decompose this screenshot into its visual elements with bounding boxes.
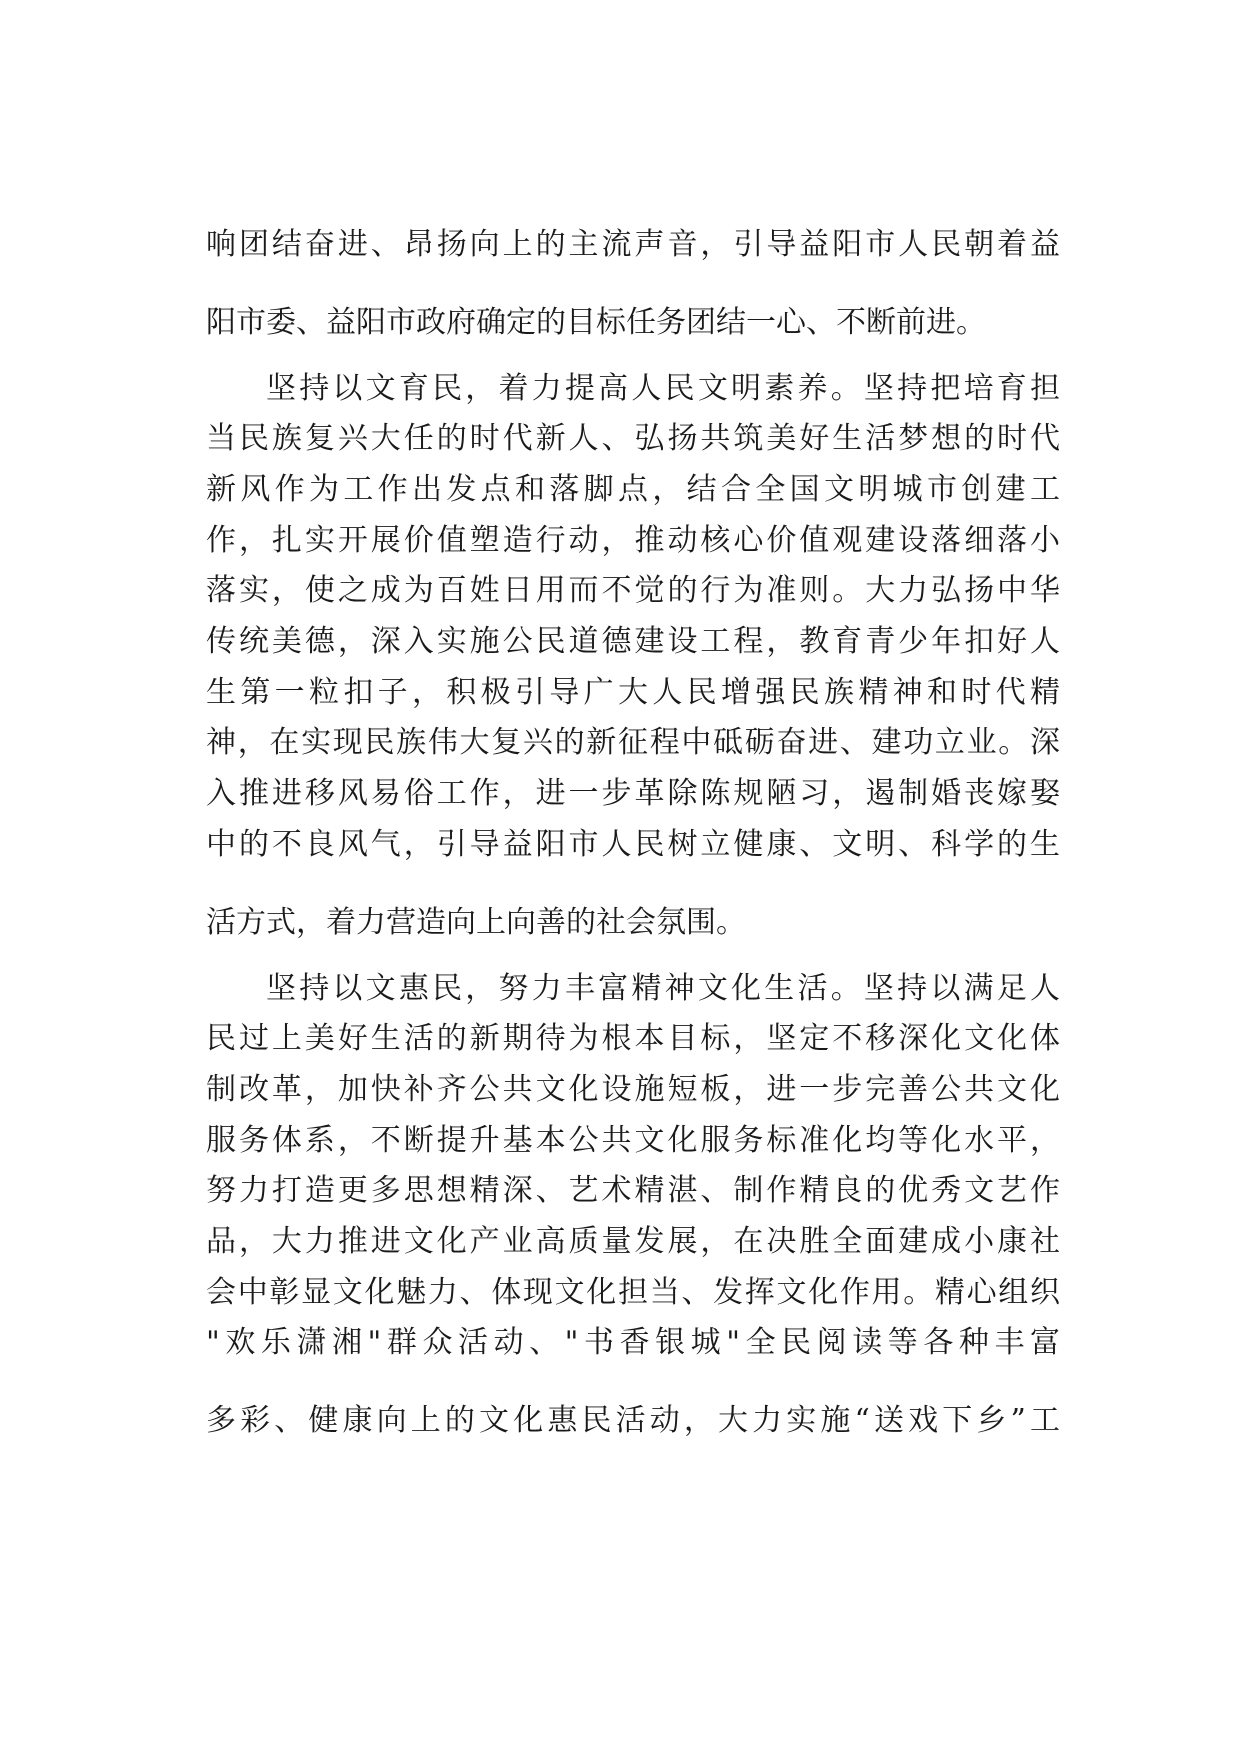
text-line: 努力打造更多思想精深、艺术精湛、制作精良的优秀文艺作: [206, 1173, 1060, 1208]
text-line: 阳市委、益阳市政府确定的目标任务团结一心、不断前进。: [206, 305, 986, 340]
text-line: 坚持以文育民，着力提高人民文明素养。坚持把培育担: [266, 371, 1060, 406]
text-line: 服务体系，不断提升基本公共文化服务标准化均等化水平，: [206, 1123, 1060, 1158]
text-line: 民过上美好生活的新期待为根本目标，坚定不移深化文化体: [206, 1021, 1060, 1056]
text-line: 品，大力推进文化产业高质量发展，在决胜全面建成小康社: [206, 1224, 1060, 1259]
text-line: 中的不良风气，引导益阳市人民树立健康、文明、科学的生: [206, 827, 1060, 862]
text-line: 神，在实现民族伟大复兴的新征程中砥砺奋进、建功立业。深: [206, 725, 1060, 760]
text-line: 落实，使之成为百姓日用而不觉的行为准则。大力弘扬中华: [206, 573, 1060, 608]
text-line: 当民族复兴大任的时代新人、弘扬共筑美好生活梦想的时代: [206, 421, 1060, 456]
text-line: 多彩、健康向上的文化惠民活动，大力实施“送戏下乡”工: [206, 1403, 1060, 1438]
text-line: 传统美德，深入实施公民道德建设工程，教育青少年扣好人: [206, 624, 1060, 659]
text-line: "欢乐潇湘"群众活动、"书香银城"全民阅读等各种丰富: [206, 1325, 1060, 1360]
text-line: 响团结奋进、昂扬向上的主流声音，引导益阳市人民朝着益: [206, 227, 1060, 262]
text-line: 会中彰显文化魅力、体现文化担当、发挥文化作用。精心组织: [206, 1275, 1060, 1310]
text-line: 入推进移风易俗工作，进一步革除陈规陋习，遏制婚丧嫁娶: [206, 776, 1060, 811]
text-line: 坚持以文惠民，努力丰富精神文化生活。坚持以满足人: [266, 971, 1060, 1006]
text-line: 新风作为工作出发点和落脚点，结合全国文明城市创建工: [206, 472, 1060, 507]
text-line: 制改革，加快补齐公共文化设施短板，进一步完善公共文化: [206, 1072, 1060, 1107]
text-line: 活方式，着力营造向上向善的社会氛围。: [206, 905, 746, 940]
text-line: 生第一粒扣子，积极引导广大人民增强民族精神和时代精: [206, 675, 1060, 710]
text-line: 作，扎实开展价值塑造行动，推动核心价值观建设落细落小: [206, 523, 1060, 558]
